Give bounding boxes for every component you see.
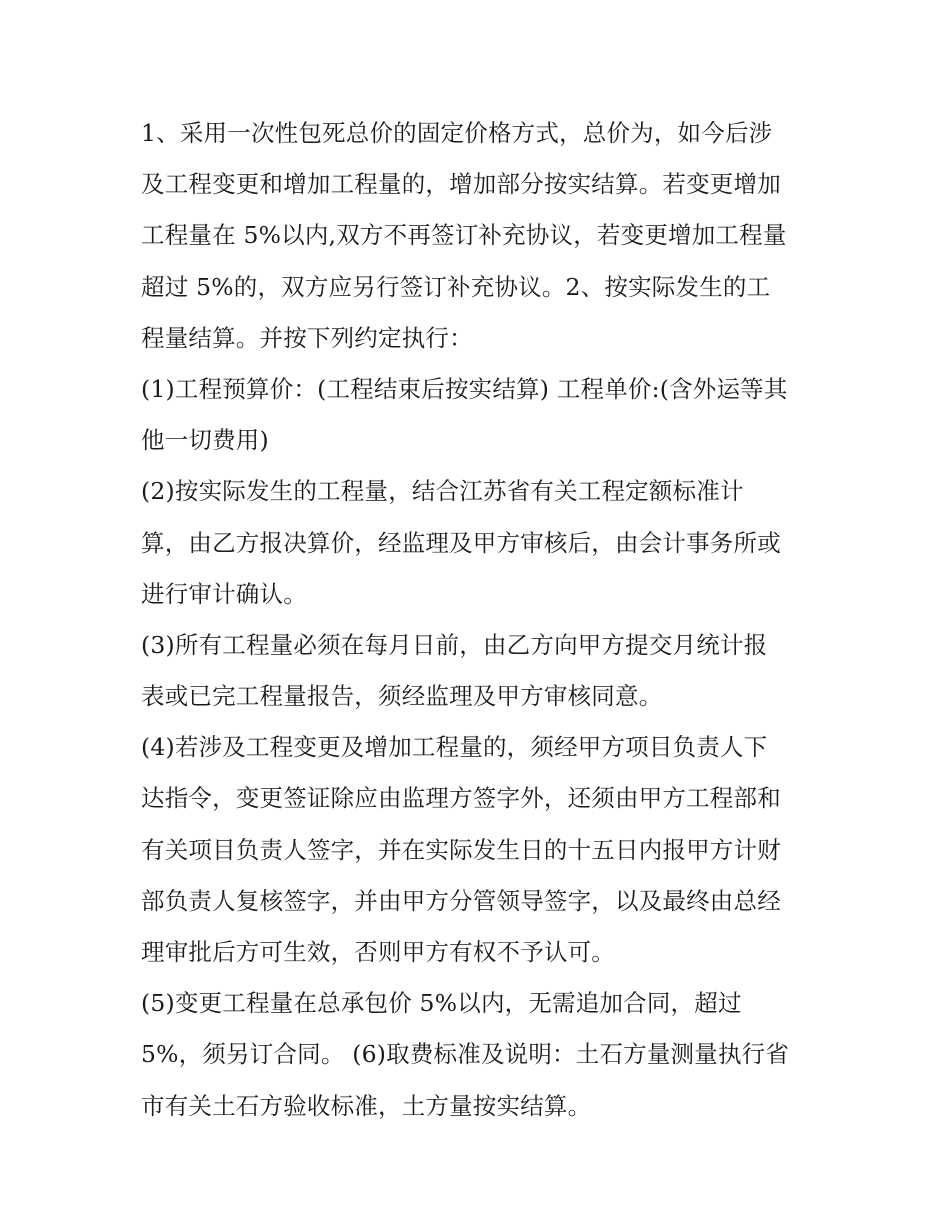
text-line-14: 达指令，变更签证除应由监理方签字外，还须由甲方工程部和 xyxy=(141,784,781,813)
text-line-9: 算，由乙方报决算价，经监理及甲方审核后，由会计事务所或 xyxy=(141,528,781,557)
text-line-5: 程量结算。并按下列约定执行： xyxy=(141,323,473,352)
text-line-7: 他一切费用) xyxy=(141,426,269,455)
text-line-18: (5)变更工程量在总承包价 5%以内，无需追加合同，超过 xyxy=(141,989,742,1018)
text-line-6: (1)工程预算价：(工程结束后按实结算) 工程单价:(含外运等其 xyxy=(141,374,788,403)
text-line-1: 1、采用一次性包死总价的固定价格方式，总价为，如今后涉 xyxy=(141,119,773,147)
text-line-11: (3)所有工程量必须在每月日前，由乙方向甲方提交月统计报 xyxy=(141,630,768,659)
text-line-20: 市有关土石方验收标准，土方量按实结算。 xyxy=(141,1091,592,1120)
text-line-16: 部负责人复核签字，并由甲方分管领导签字，以及最终由总经 xyxy=(141,886,781,915)
text-line-15: 有关项目负责人签字，并在实际发生日的十五日内报甲方计财 xyxy=(141,835,781,864)
text-line-17: 理审批后方可生效，否则甲方有权不予认可。 xyxy=(141,938,615,966)
text-line-4: 超过 5%的，双方应另行签订补充协议。2、按实际发生的工 xyxy=(141,272,771,301)
text-line-8: (2)按实际发生的工程量，结合江苏省有关工程定额标准计 xyxy=(141,477,744,506)
text-line-13: (4)若涉及工程变更及增加工程量的，须经甲方项目负责人下 xyxy=(141,733,768,762)
text-line-3: 工程量在 5%以内,双方不再签订补充协议，若变更增加工程量 xyxy=(141,221,787,250)
text-line-10: 进行审计确认。 xyxy=(141,579,307,608)
text-line-19: 5%，须另订合同。 (6)取费标准及说明：土石方量测量执行省 xyxy=(141,1040,790,1069)
contract-text-block xyxy=(141,108,821,1132)
text-line-12: 表或已完工程量报告，须经监理及甲方审核同意。 xyxy=(141,682,663,711)
text-line-2: 及工程变更和增加工程量的，增加部分按实结算。若变更增加 xyxy=(141,170,781,199)
